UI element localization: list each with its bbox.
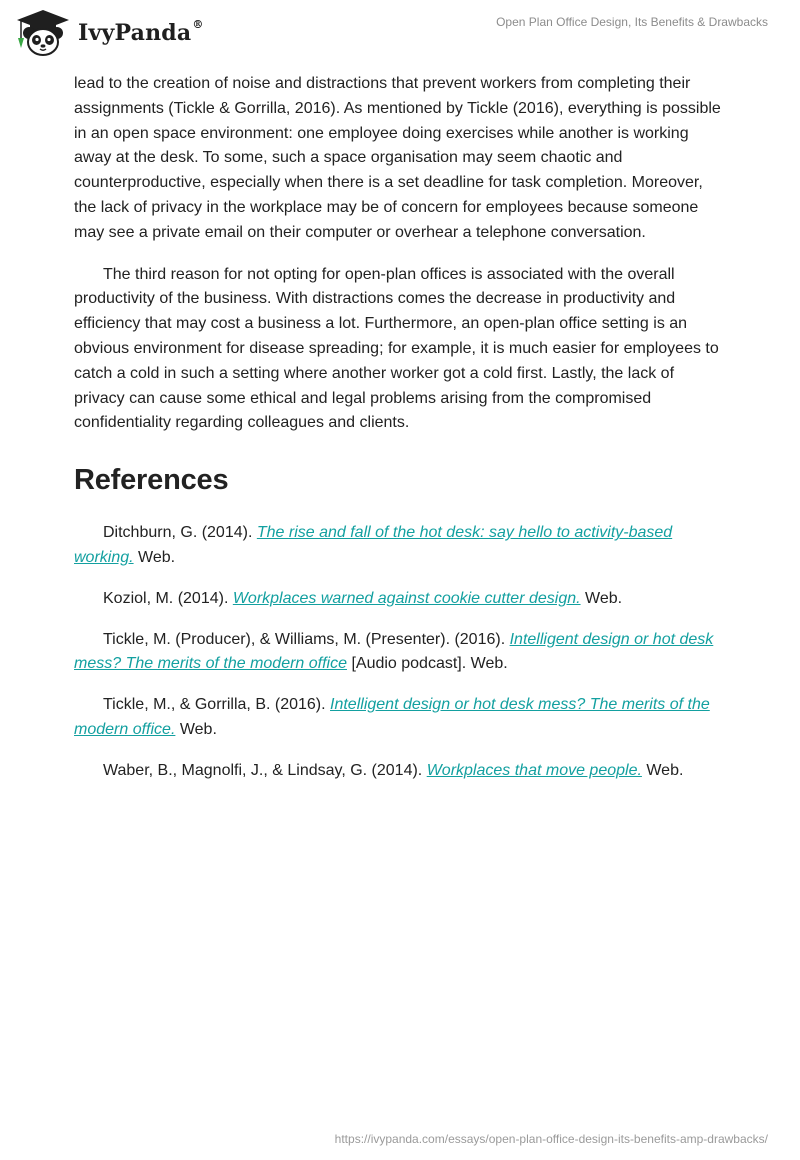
footer-url: https://ivypanda.com/essays/open-plan-office-design-its-benefits-amp-drawbacks/: [334, 1132, 768, 1146]
reference-link[interactable]: Intelligent design or hot desk mess? The merits of the modern office: [74, 630, 714, 673]
reference-item: Waber, B., Magnolfi, J., & Lindsay, G. (2014). Workplaces that move people. Web.: [103, 761, 684, 779]
page-header: [0, 0, 800, 64]
body-paragraph-2: The third reason for not opting for open-plan offices is associated with the overall productivity of the business. With distractions comes the decrease in productivity and efficiency that may cost a business a lot. Furthermore, an open-plan office setting is an obvious environment for disease spreading; for example, it is much easier for employees to catch a cold in such a setting where another worker got a cold first. Lastly, the lack of privacy can cause some ethical and legal problems arising from the compromised confidentiality regarding colleagues and clients.: [74, 265, 719, 432]
brand-name: IvyPanda®: [78, 18, 204, 46]
brand-registered-mark: ®: [192, 18, 204, 31]
panda-graduation-cap-icon: [14, 8, 72, 58]
reference-item: Koziol, M. (2014). Workplaces warned against cookie cutter design. Web.: [103, 589, 623, 607]
reference-link[interactable]: Intelligent design or hot desk mess? The merits of the modern office.: [74, 696, 710, 738]
reference-item: Tickle, M., & Gorrilla, B. (2016). Intelligent design or hot desk mess? The merits of the modern office. Web.: [74, 696, 710, 738]
document-title: Open Plan Office Design, Its Benefits & Drawbacks: [496, 15, 768, 29]
ivypanda-logo[interactable]: [14, 8, 204, 58]
reference-item: Tickle, M. (Producer), & Williams, M. (Presenter). (2016). Intelligent design or hot desk mess? The merits of the modern office [Audio podcast]. Web.: [74, 630, 714, 673]
reference-link[interactable]: Workplaces warned against cookie cutter design.: [232, 589, 581, 607]
references-heading: References: [74, 464, 229, 497]
reference-item: Ditchburn, G. (2014). The rise and fall of the hot desk: say hello to activity-based working. Web.: [74, 524, 673, 566]
reference-link[interactable]: The rise and fall of the hot desk: say hello to activity-based working.: [74, 524, 673, 566]
essay-content: [74, 72, 726, 784]
body-paragraph-1: lead to the creation of noise and distractions that prevent workers from completing their assignments (Tickle & Gorrilla, 2016). As mentioned by Tickle (2016), everything is possible in an open space environment: one employee doing exercises while another is working away at the desk. To some, such a space organisation may seem chaotic and counterproductive, especially when there is a set deadline for task completion. Moreover, the lack of privacy in the workplace may be of concern for employees because someone may see a private email on their computer or overhear a telephone conversation.: [74, 75, 721, 241]
reference-link[interactable]: Workplaces that move people.: [426, 761, 642, 779]
